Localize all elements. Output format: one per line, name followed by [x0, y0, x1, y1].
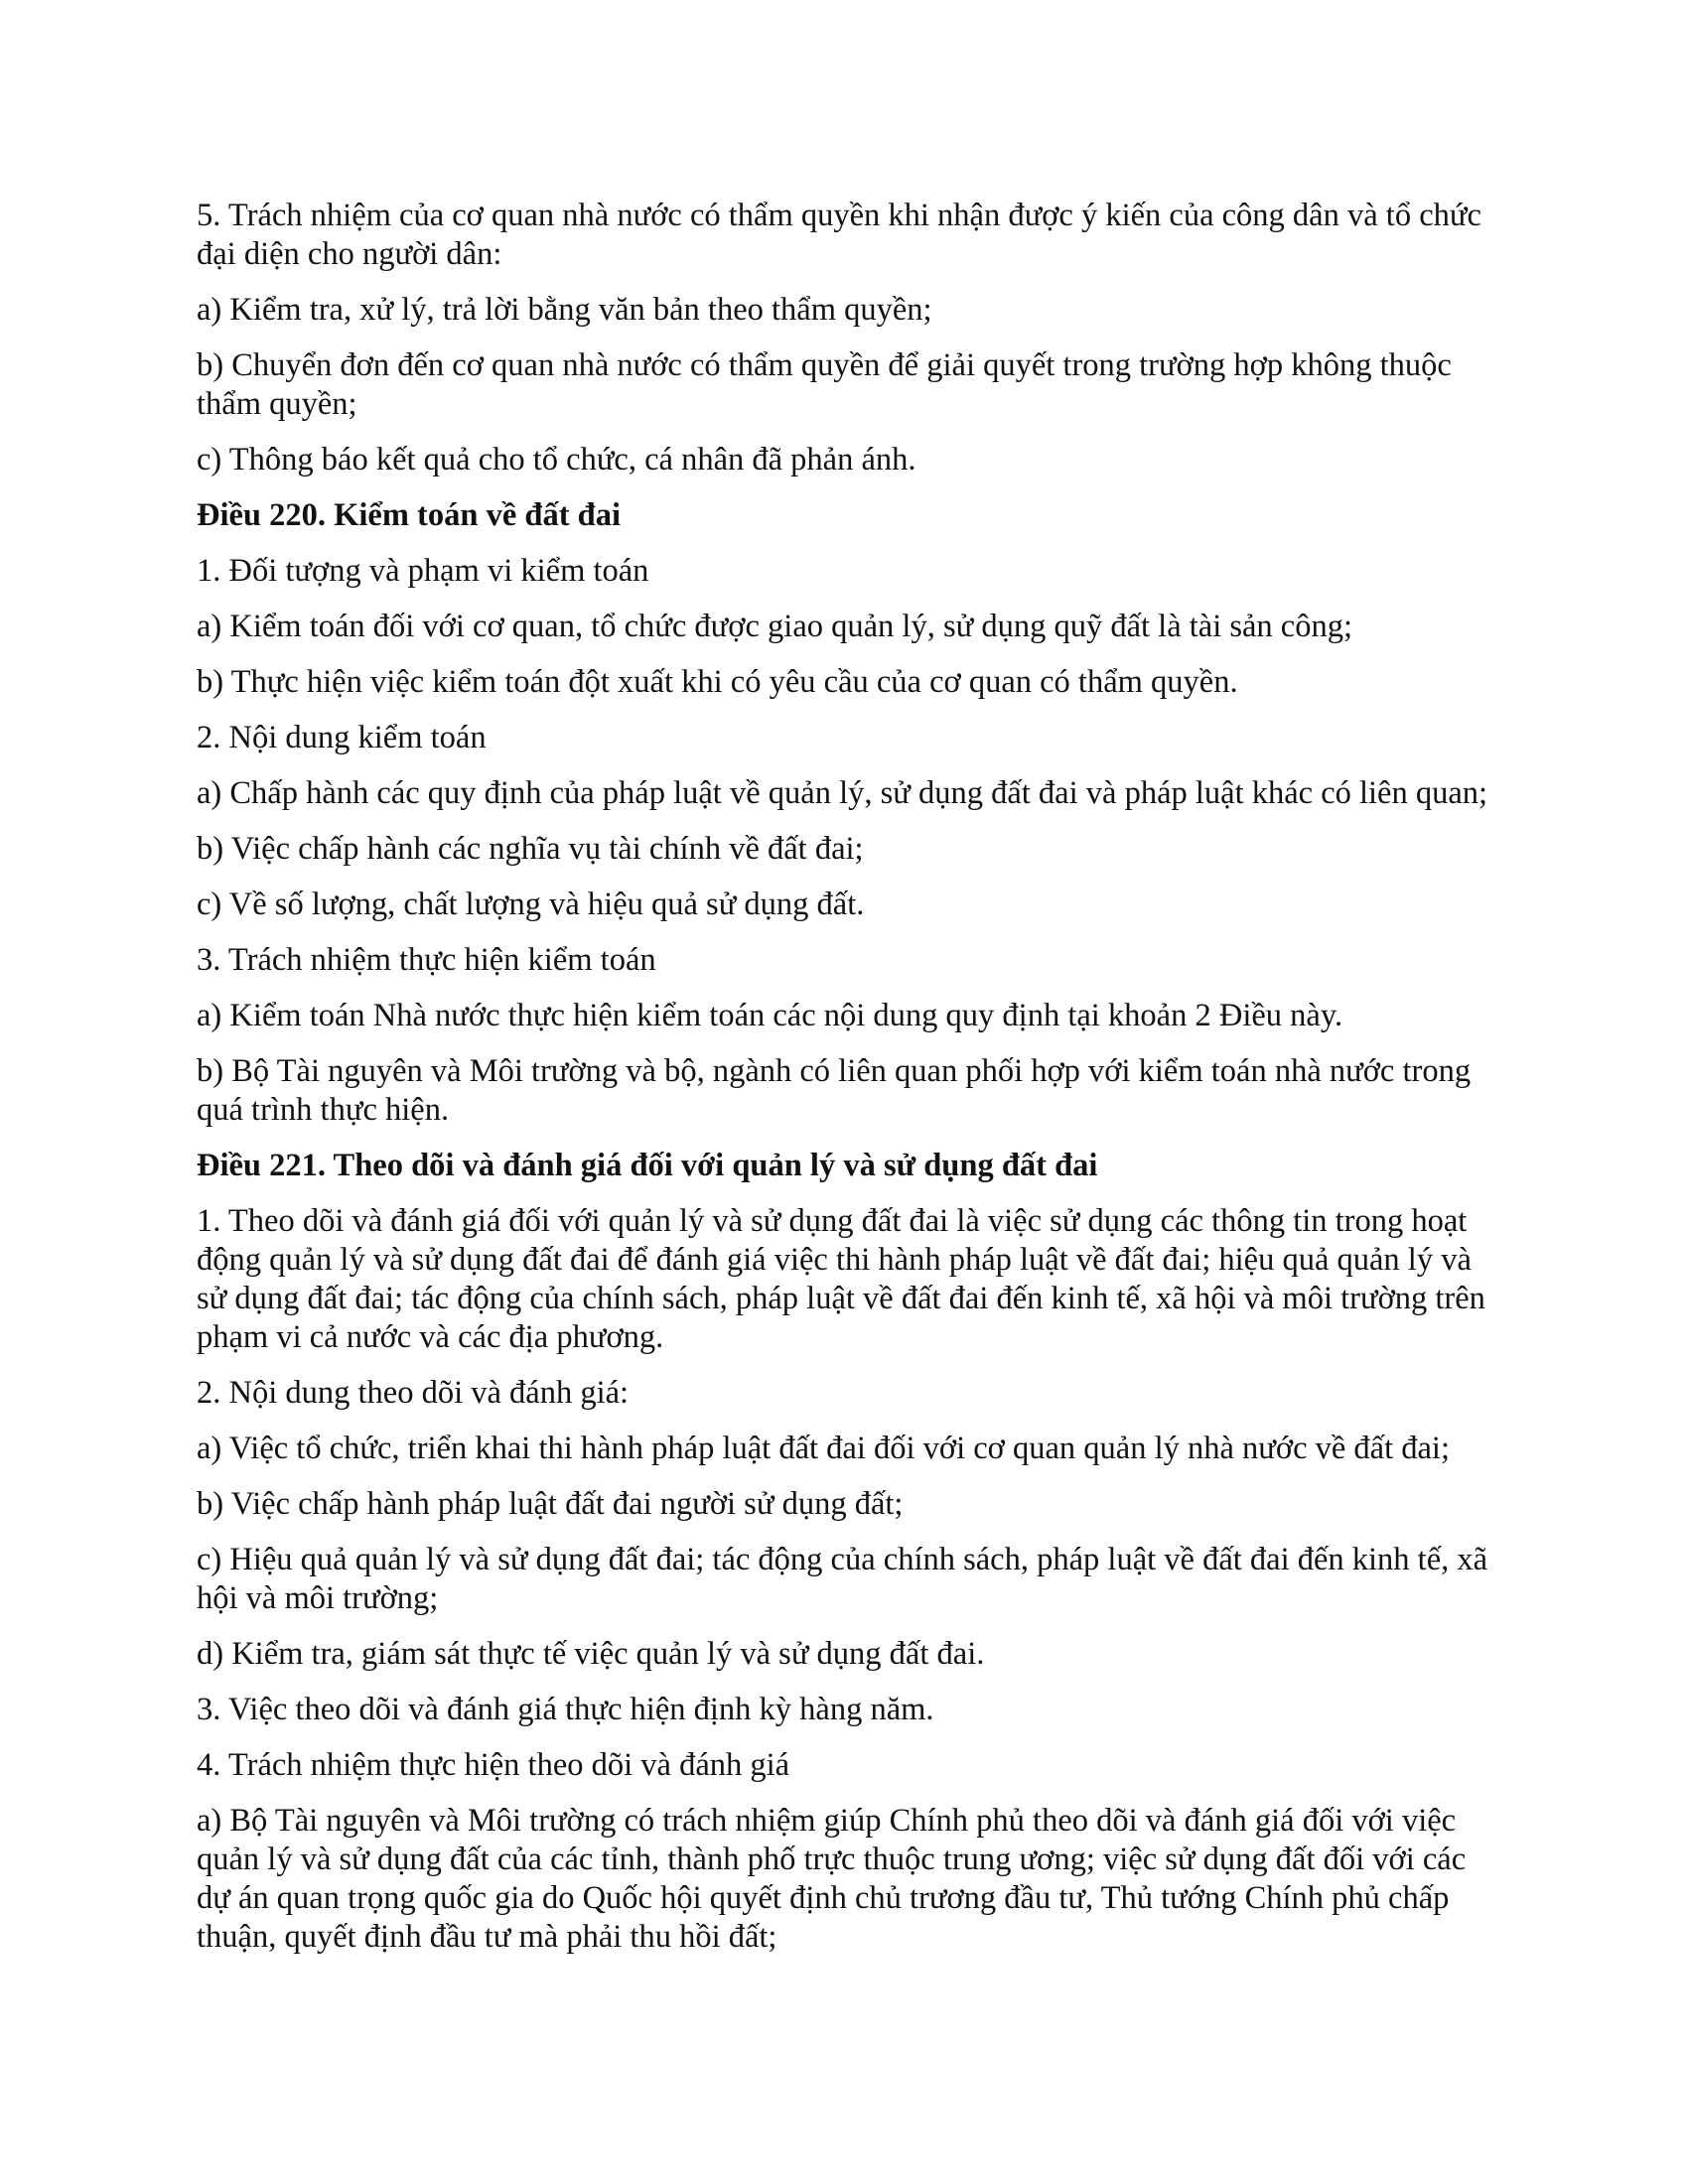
article-221-heading: Điều 221. Theo dõi và đánh giá đối với quản lý và sử dụng đất đai: [197, 1148, 1098, 1183]
paragraph-220-3b: b) Bộ Tài nguyên và Môi trường và bộ, ngành có liên quan phối hợp với kiểm toán nhà nước trong quá trình thực hiện.: [197, 1053, 1472, 1128]
paragraph-220-2c: c) Về số lượng, chất lượng và hiệu quả sử dụng đất.: [197, 887, 865, 922]
paragraph-220-3a: a) Kiểm toán Nhà nước thực hiện kiểm toán các nội dung quy định tại khoản 2 Điều này.: [197, 998, 1343, 1033]
paragraph-220-1a: a) Kiểm toán đối với cơ quan, tổ chức được giao quản lý, sử dụng quỹ đất là tài sản công;: [197, 609, 1353, 644]
paragraph-220-1: 1. Đối tượng và phạm vi kiểm toán: [197, 553, 649, 589]
paragraph-220-1b: b) Thực hiện việc kiểm toán đột xuất khi có yêu cầu của cơ quan có thẩm quyền.: [197, 664, 1238, 700]
paragraph-221-4a: a) Bộ Tài nguyên và Môi trường có trách nhiệm giúp Chính phủ theo dõi và đánh giá đối với việc quản lý và sử dụng đất của các tỉnh, thành phố trực thuộc trung ương; việc sử dụng đất đối với các dự án quan trọng quốc gia do Quốc hội quyết định chủ trương đầu tư, Thủ tướng Chính phủ chấp thuận, quyết định đầu tư mà phải thu hồi đất;: [197, 1803, 1467, 1955]
paragraph-220-2a: a) Chấp hành các quy định của pháp luật về quản lý, sử dụng đất đai và pháp luật khác có liên quan;: [197, 775, 1488, 811]
paragraph-220-3: 3. Trách nhiệm thực hiện kiểm toán: [197, 942, 656, 978]
paragraph-220-2b: b) Việc chấp hành các nghĩa vụ tài chính về đất đai;: [197, 831, 864, 867]
paragraph-221-2d: d) Kiểm tra, giám sát thực tế việc quản lý và sử dụng đất đai.: [197, 1636, 985, 1672]
paragraph-221-3: 3. Việc theo dõi và đánh giá thực hiện định kỳ hàng năm.: [197, 1692, 934, 1727]
paragraph-220-2: 2. Nội dung kiểm toán: [197, 720, 487, 755]
document-page: [197, 197, 1491, 1974]
paragraph-5-responsibility: 5. Trách nhiệm của cơ quan nhà nước có thẩm quyền khi nhận được ý kiến của công dân và tổ chức đại diện cho người dân:: [197, 198, 1481, 272]
paragraph-5c: c) Thông báo kết quả cho tổ chức, cá nhân đã phản ánh.: [197, 442, 916, 478]
paragraph-221-2b: b) Việc chấp hành pháp luật đất đai người sử dụng đất;: [197, 1486, 904, 1522]
paragraph-221-1: 1. Theo dõi và đánh giá đối với quản lý và sử dụng đất đai là việc sử dụng các thông tin trong hoạt động quản lý và sử dụng đất đai để đánh giá việc thi hành pháp luật về đất đai; hiệu quả quản lý và sử dụng đất đai; tác động của chính sách, pháp luật về đất đai đến kinh tế, xã hội và môi trường trên phạm vi cả nước và các địa phương.: [197, 1203, 1485, 1355]
paragraph-221-4: 4. Trách nhiệm thực hiện theo dõi và đánh giá: [197, 1747, 790, 1783]
paragraph-221-2c: c) Hiệu quả quản lý và sử dụng đất đai; tác động của chính sách, pháp luật về đất đai đến kinh tế, xã hội và môi trường;: [197, 1542, 1488, 1616]
paragraph-221-2: 2. Nội dung theo dõi và đánh giá:: [197, 1375, 630, 1411]
paragraph-5a: a) Kiểm tra, xử lý, trả lời bằng văn bản theo thẩm quyền;: [197, 292, 932, 328]
paragraph-5b: b) Chuyển đơn đến cơ quan nhà nước có thẩm quyền để giải quyết trong trường hợp không thuộc thẩm quyền;: [197, 347, 1452, 422]
paragraph-221-2a: a) Việc tổ chức, triển khai thi hành pháp luật đất đai đối với cơ quan quản lý nhà nước về đất đai;: [197, 1431, 1450, 1466]
article-220-heading: Điều 220. Kiểm toán về đất đai: [197, 497, 622, 533]
